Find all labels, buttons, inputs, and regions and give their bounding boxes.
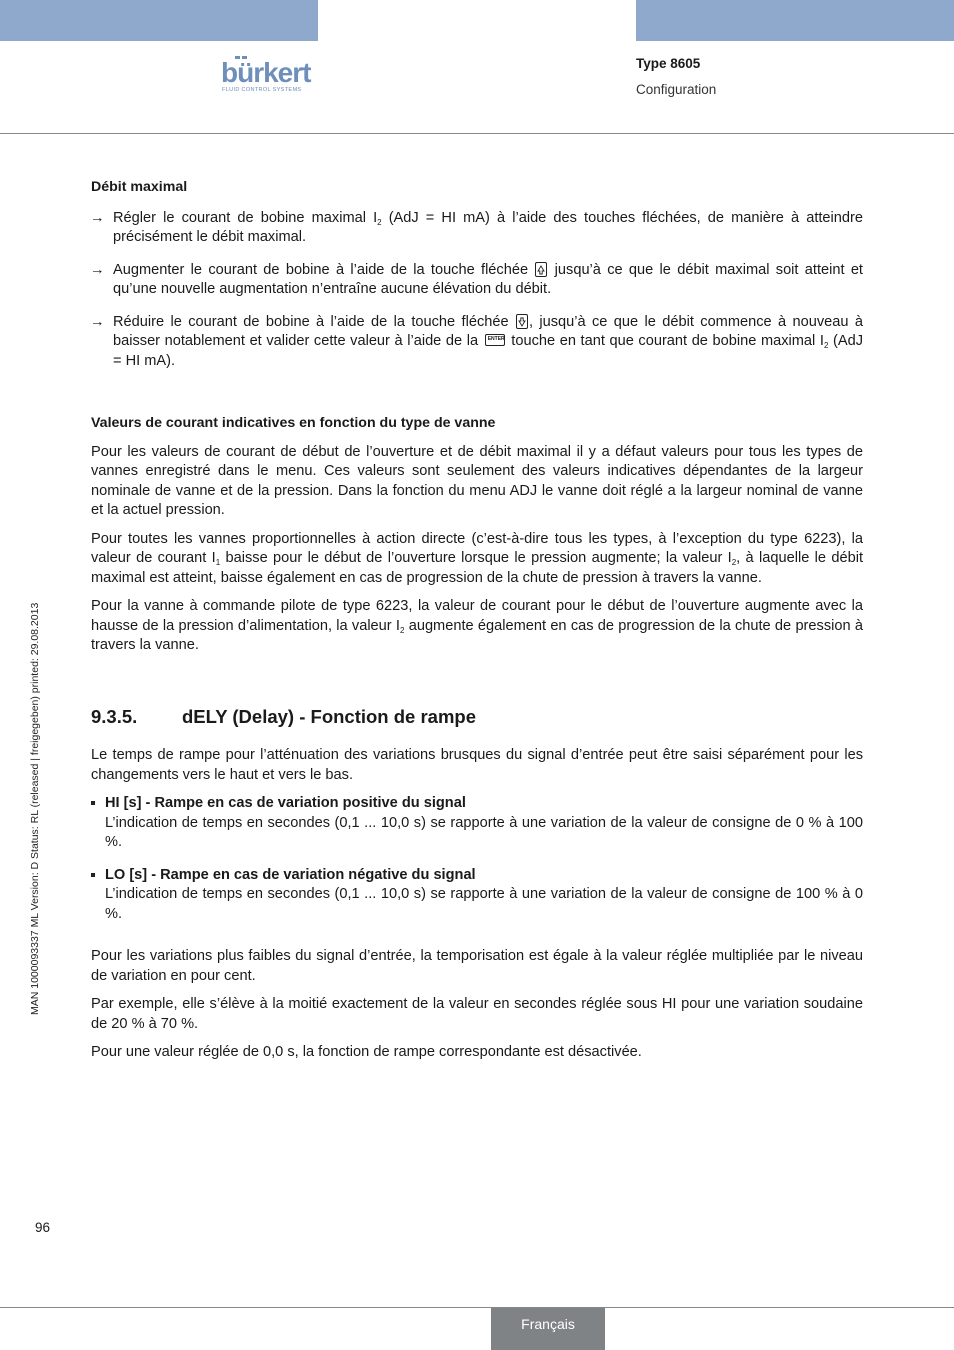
section-title: dELY (Delay) - Fonction de rampe (182, 705, 477, 727)
logo-tagline: FLUID CONTROL SYSTEMS (222, 87, 302, 93)
arrow-right-icon: → (90, 209, 105, 226)
footer-divider (0, 1307, 954, 1308)
header-bar-right (636, 0, 954, 41)
page-content (91, 178, 863, 1063)
page-number: 96 (35, 1220, 51, 1235)
delay-paragraph-1: Pour les variations plus faibles du signal d’entrée, la temporisation est égale à la valeur réglée multipliée par le niveau de variation en pour cent. (91, 948, 863, 984)
delay-intro: Le temps de rampe pour l’atténuation des variations brusques du signal d’entrée peut être saisi séparément pour les changements vers le haut et vers le bas. (91, 747, 863, 783)
section-heading-9-3-5 (91, 707, 863, 727)
section-number: 9.3.5. (91, 705, 138, 727)
logo-wordmark: bürkert (221, 57, 311, 88)
header-divider (0, 133, 954, 134)
delay-paragraph-2: Par exemple, elle s’élève à la moitié exactement de la valeur en secondes réglée sous HI pour une variation soudaine de 20 % à 70 %. (91, 996, 863, 1032)
valeurs-paragraph-1: Pour les valeurs de courant de début de l’ouverture et de débit maximal il y a défaut valeurs pour tous les types de vannes enregistré dans le menu. Ces valeurs sont seulement des valeurs indicatives dépendantes de la largeur nominale de vanne et de la pression. Dans la fonction du menu ADJ le vanne doit réglé a la largeur nominal de vanne et la actuel pression. (91, 443, 863, 518)
debit-step-3: → Réduire le courant de bobine à l’aide de la touche fléchée , jusqu’à ce que le débit commence à nouveau à baisser notablement et valider cette valeur à l’aide de la ENTER touche en tant que courant de bobine maximal $I_2$ (AdJ = HI mA). (90, 313, 863, 369)
valeurs-heading: Valeurs de courant indicatives en fonction du type de vanne (91, 415, 496, 431)
delay-paragraph-3: Pour une valeur réglée de 0,0 s, la fonction de rampe correspondante est désactivée. (91, 1044, 642, 1060)
bullet-square-icon (91, 873, 95, 877)
arrow-right-icon: → (90, 313, 105, 330)
document-section: Configuration (636, 82, 717, 97)
document-type: Type 8605 (636, 56, 701, 71)
debit-heading: Débit maximal (91, 179, 188, 195)
arrow-down-key-icon (516, 314, 528, 329)
bullet-item-lo: LO [s] - Rampe en cas de variation négative du signal L’indication de temps en secondes (0,1 ... 10,0 s) se rapporte à une variation de la valeur de consigne de 100 % à 0 %. (91, 866, 863, 925)
arrow-right-icon: → (90, 261, 105, 278)
valeurs-paragraph-3: Pour la vanne à commande pilote de type 6223, la valeur de courant pour le début de l’ouverture augmente avec la hausse de la pression d’alimentation, la valeur $I_2$ augmente également en cas de progression de la chute de pression à travers la vanne. (91, 598, 863, 653)
bullet-square-icon (91, 801, 95, 805)
debit-step-1: → Régler le courant de bobine maximal $I_2$ (AdJ = HI mA) à l’aide des touches fléchées, de manière à atteindre précisément le débit maximal. (90, 209, 863, 245)
document-meta-vertical: MAN 1000093337 ML Version: D Status: RL (released | freigegeben) printed: 29.08.2013 (29, 602, 41, 1015)
burkert-logo (221, 56, 321, 96)
valeurs-paragraph-2: Pour toutes les vannes proportionnelles à action directe (c’est-à-dire tous les types, à l’exception du type 6223), la valeur de courant $I_1$ baisse pour le début de l’ouverture lorsque le pression augmente; la valeur $I_2$, à laquelle le débit maximal est atteint, baisse également en cas de progression de la chute de pression à travers la vanne. (91, 530, 863, 586)
bullet-item-hi: HI [s] - Rampe en cas de variation positive du signal L’indication de temps en secondes (0,1 ... 10,0 s) se rapporte à une variation de la valeur de consigne de 0 % à 100 %. (91, 794, 863, 853)
arrow-up-key-icon (535, 262, 547, 277)
header-bar-left (0, 0, 318, 41)
language-tab: Français (491, 1308, 605, 1350)
enter-key-icon: ENTER (485, 334, 505, 346)
debit-step-2: → Augmenter le courant de bobine à l’aide de la touche fléchée jusqu’à ce que le débit maximal soit atteint et qu’une nouvelle augmentation n’entraîne aucune élévation du débit. (90, 261, 863, 297)
